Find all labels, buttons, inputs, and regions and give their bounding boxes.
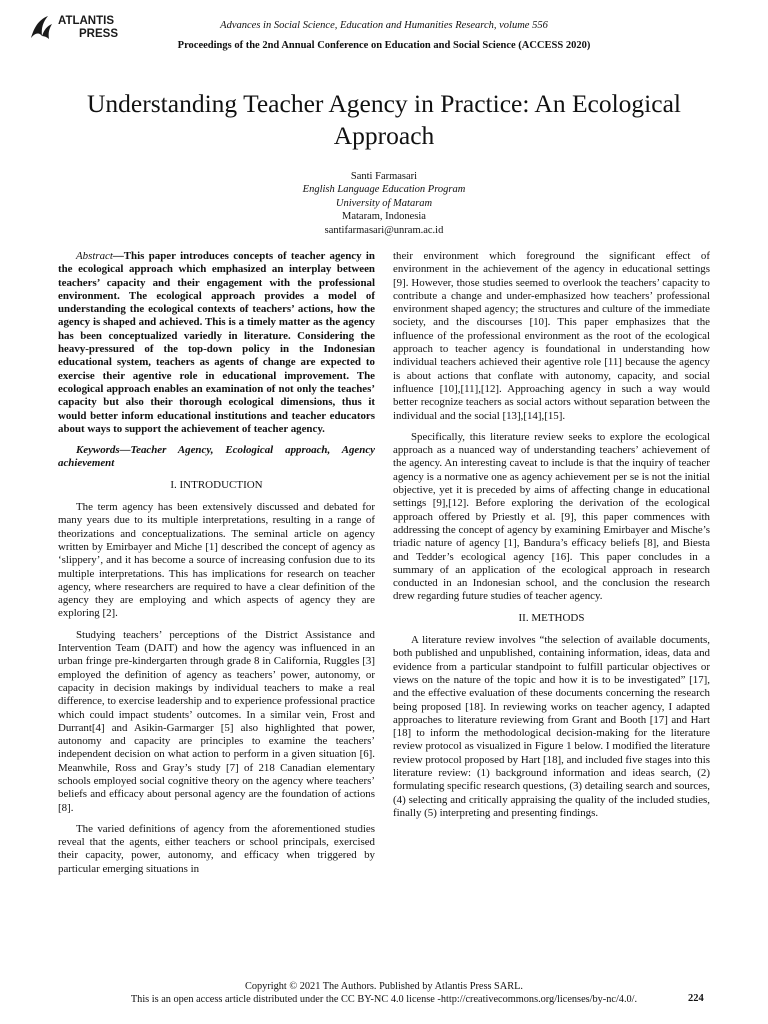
paragraph: The varied definitions of agency from the aforementioned studies reveal that the agents, either teachers or school principals, exercised their capacity, power, autonomy, and efficacy when triggered by particular emerging situations in — [58, 822, 375, 875]
abstract-label: Abstract — [76, 250, 113, 262]
abstract — [58, 250, 375, 436]
author-name: Santi Farmasari — [350, 171, 418, 182]
logo-line-1: ATLANTIS — [58, 15, 115, 27]
keywords — [58, 444, 375, 471]
paper-title: Understanding Teacher Agency in Practice: An Ecological Approach — [87, 89, 681, 150]
keywords-label: Keywords — [76, 444, 120, 457]
paragraph: The term agency has been extensively discussed and debated for many years due to its multiple interpretations, resulting in a range of theorizations and conceptualizations. The seminal article on agency written by Emirbayer and Miche [1] described the concept of agency as ‘slippery’, and it has become a source of increasing confusion due to its multiple interpretations. This has implications for research on teacher agency, where researchers are required to have a clear definition of the agency they are employing and which aspects of agency they are exploring [2]. — [58, 501, 375, 620]
license-notice: This is an open access article distributed under the CC BY-NC 4.0 license -http://creativecommons.org/licenses/by-nc/4.0/. — [130, 994, 638, 1005]
author-affiliation-program: English Language Education Program — [302, 184, 466, 196]
author-block — [0, 170, 768, 237]
series-title: Advances in Social Science, Education and Humanities Research, volume 556 — [220, 20, 548, 31]
proceedings-title: Proceedings of the 2nd Annual Conference on Education and Social Science (ACCESS 2020) — [177, 40, 591, 51]
paragraph: Studying teachers’ perceptions of the District Assistance and Intervention Team (DAIT) and how the agency was influenced in an urban fringe pre-kindergarten through grade 8 in California, Ruggles [3] employed the definition of agency as teachers’ power, autonomy, or capacity in decision makings by individual teachers to make a real difference, to exercise leadership and to experience professional practice which could impact students’ outcomes. In a similar vein, Frost and Durrant[4] and Asikin-Garmarger [5] also highlighted that power, autonomy and capacity are principles to examine the teachers’ independent decision on what action to perform in a given situation [6]. Meanwhile, Ross and Gray’s study [7] of 218 Canadian elementary schools employed social cognitive theory on the agency where teachers’ beliefs and efficacy about personal agency are the foundation of actions [8]. — [58, 628, 375, 814]
page-footer — [0, 980, 768, 1006]
page-number: 224 — [688, 993, 704, 1004]
section-heading-introduction: I. INTRODUCTION — [170, 478, 263, 491]
keywords-text: —Teacher Agency, Ecological approach, Agency achievement — [58, 444, 375, 470]
section-heading-methods: II. METHODS — [518, 611, 585, 624]
paragraph: their environment which foreground the significant effect of environment in the achievement of the agency in educational settings [9]. However, those studies seemed to overlook the teachers’ capacity to contribute a change and under-emphasized how teachers’ professional environment shaped agency; the structures and culture of the immediate society, and the discourses [10]. This paper emphasizes that the influence of the professional environment as the root of the ecological approach to teacher agency is foundational in understanding how individual teachers achieved their agentive role [11] because the agency is about actions that conflate with autonomy, capacity, and social influence [10],[11],[12]. Approaching agency in such a way would better recognize teachers as social actors without separation between the individual and the social [13],[14],[15]. — [393, 250, 710, 422]
paragraph: Specifically, this literature review seeks to explore the ecological approach as a nuanced way of understanding teachers’ achievement of the agency. An interesting caveat to include is that the inquiry of teacher agency is a normative one as agency achievement per se is not the initial objective, yet it is preceded by aims of affecting change in educational settings [9],[12]. Before exploring the derivation of the ecological approach offered by Priestly et al. [9], this paper commences with addressing the concept of agency by examining Emirbayer and Mische’s triadic nature of agency [1], Bandura’s efficacy beliefs [8], and Biesta and Tedder’s ecological agency [16]. This paper concludes in a summary of an application of the ecological approach in research conducted in an Indonesian school, and the conclusion the research drew regarding future studies of teacher agency. — [393, 430, 710, 603]
logo-line-2: PRESS — [79, 28, 118, 40]
paragraph: A literature review involves “the selection of available documents, both published and unpublished, containing information, ideas, data and evidence from a particular standpoint to fulfill particular objectives or views on the nature of the topic and how it is to be investigated” [17], and the effective evaluation of these documents concerning the research being proposed [18]. In reviewing works on teacher agency, I adapted approaches to literature reviewing from Grant and Booth [17] and Hart [18] to inform the methodological decision-making for the literature review protocol as visualized in Figure 1 below. I modified the literature review protocol proposed by Hart [18], and included five stages into this literature review: (1) background information and ideas search, (2) formulating specific research questions, (3) detailing search and sources, (4) selecting and critically appraising the quality of the included studies, finally (5) interpreting and presenting findings. — [393, 634, 710, 819]
right-column — [393, 250, 710, 828]
abstract-text: —This paper introduces concepts of teacher agency in the ecological approach which emphasized an interplay between teachers’ capacity and their engagement with the professional environment. The ecological approach provides a model of understanding the ecological contexts of teachers’ actions, how the agency is shaped and achieved. This is a timely matter as the agency has been conceptualized variedly in literature. Considering the heavy-pressured of the top-down policy in the Indonesian educational system, teachers as agents of change are expected to exercise their agentive role in educational improvement. The ecological approach enables an examination of not only the teaches’ capacity but also their thorough ecological dimensions, thus it would better inform educational institutions and teacher educators about ways to support the achievement of teacher agency. — [58, 250, 375, 435]
left-column — [58, 250, 375, 884]
author-location: Mataram, Indonesia — [342, 211, 426, 223]
author-affiliation-university: University of Mataram — [335, 197, 433, 209]
author-email: santifarmasari@unram.ac.id — [324, 224, 444, 236]
copyright-notice: Copyright © 2021 The Authors. Published by Atlantis Press SARL. — [245, 981, 523, 992]
